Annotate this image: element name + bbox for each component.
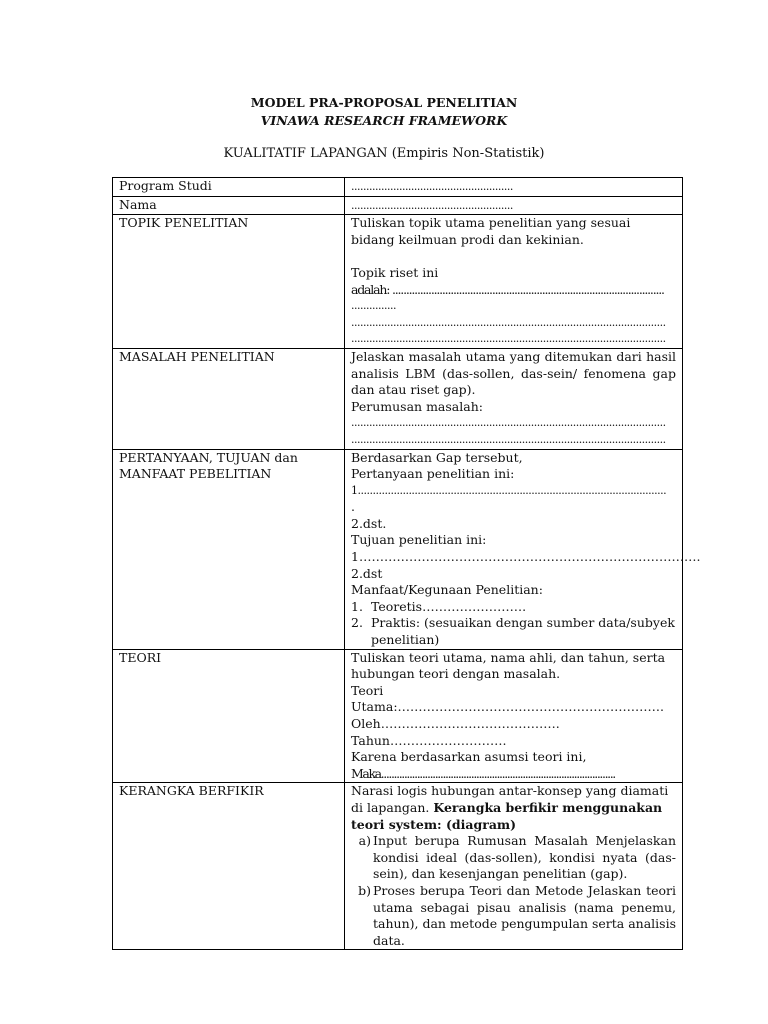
- row-kerangka: [113, 783, 683, 950]
- topik-dots-1: ...............: [351, 299, 396, 313]
- kerangka-num-b: b): [358, 882, 371, 898]
- label-kerangka: KERANGKA BERFIKIR: [113, 783, 345, 950]
- manfaat-teoretis: Teoretis…………………….: [371, 598, 527, 614]
- masalah-dots-1: .........................................................................................................: [351, 416, 666, 430]
- label-masalah: MASALAH PENELITIAN: [113, 348, 345, 449]
- teori-instruction: Tuliskan teori utama, nama ahli, dan tahun, serta hubungan teori dengan masalah.: [351, 649, 666, 682]
- label-nama: Nama: [113, 196, 345, 215]
- kerangka-list: [351, 833, 676, 949]
- field-nama[interactable]: [345, 196, 683, 215]
- label-topik: TOPIK PENELITIAN: [113, 215, 345, 349]
- tujuan-item-1: 1……………………………………………………………………….: [351, 549, 701, 565]
- row-topik: [113, 215, 683, 349]
- manfaat-num-2: 2.: [351, 615, 363, 631]
- label-teori: TEORI: [113, 649, 345, 783]
- field-teori[interactable]: [345, 649, 683, 783]
- topik-dots-2: .........................................................................................................: [351, 315, 666, 329]
- research-type: KUALITATIF LAPANGAN (Empiris Non-Statistik): [223, 146, 545, 161]
- row-pertanyaan: [113, 449, 683, 649]
- tujuan-heading: Tujuan penelitian ini:: [351, 532, 487, 548]
- masalah-dots-2: .........................................................................................................: [351, 432, 666, 446]
- masalah-perumusan: Perumusan masalah:: [351, 398, 483, 414]
- label-program-studi: Program Studi: [113, 178, 345, 197]
- document-title: MODEL PRA-PROPOSAL PENELITIAN: [250, 95, 518, 110]
- field-pertanyaan[interactable]: [345, 449, 701, 649]
- list-item: [351, 833, 676, 883]
- row-nama: [113, 196, 683, 215]
- kerangka-num-a: a): [358, 833, 371, 849]
- row-masalah: [113, 348, 683, 449]
- tujuan-item-2: 2.dst: [351, 565, 383, 581]
- label-pertanyaan-2: MANFAAT PEBELITIAN: [119, 466, 272, 482]
- kerangka-diagram-note: Kerangka berfikir menggunakan teori system: (diagram): [351, 799, 663, 832]
- manfaat-heading: Manfaat/Kegunaan Penelitian:: [351, 582, 543, 598]
- teori-utama: Teori Utama:……………………………………………………….: [351, 682, 665, 715]
- topik-dots-3: .........................................................................................................: [351, 332, 666, 346]
- pertanyaan-heading: Pertanyaan penelitian ini:: [351, 466, 515, 482]
- teori-oleh-tahun: Oleh……………………………………. Tahun……………………….: [351, 716, 560, 748]
- topik-instruction: Tuliskan topik utama penelitian yang sesuai bidang keilmuan prodi dan kekinian.: [351, 215, 631, 247]
- teori-maka: Maka...........................................................................................: [351, 765, 615, 781]
- row-program-studi: [113, 178, 683, 197]
- program-studi-value: ......................................................: [351, 180, 513, 193]
- masalah-instruction: Jelaskan masalah utama yang ditemukan dari hasil analisis LBM (das-sollen, das-sein/ fenomena gap dan atau riset gap).: [351, 348, 676, 398]
- row-teori: [113, 649, 683, 783]
- field-program-studi[interactable]: [345, 178, 683, 197]
- label-pertanyaan: [113, 449, 345, 649]
- pertanyaan-intro: Berdasarkan Gap tersebut,: [351, 449, 523, 465]
- list-item: [351, 615, 676, 648]
- pertanyaan-item-1-cont: .: [351, 499, 355, 515]
- manfaat-list: [351, 599, 676, 649]
- nama-value: ......................................................: [351, 198, 513, 212]
- topik-adalah: adalah: ..................................................................................................: [351, 281, 664, 297]
- pertanyaan-item-2: 2.dst.: [351, 515, 387, 531]
- field-masalah[interactable]: [345, 348, 683, 449]
- document-subtitle: VINAWA RESEARCH FRAMEWORK: [260, 113, 508, 128]
- proposal-form-table: [112, 177, 701, 950]
- field-kerangka[interactable]: [345, 783, 683, 950]
- pertanyaan-item-1: 1.......................................................................................................: [351, 483, 667, 497]
- label-pertanyaan-1: PERTANYAAN, TUJUAN dan: [119, 449, 298, 465]
- field-topik[interactable]: [345, 215, 683, 349]
- topik-prompt: Topik riset ini: [351, 264, 439, 280]
- kerangka-instruction: Narasi logis hubungan antar-konsep yang diamati di lapangan.: [351, 783, 669, 815]
- teori-asumsi: Karena berdasarkan asumsi teori ini,: [351, 749, 587, 765]
- manfaat-praktis: Praktis: (sesuaikan dengan sumber data/subyek penelitian): [371, 615, 675, 648]
- kerangka-input: Input berupa Rumusan Masalah Menjelaskan kondisi ideal (das-sollen), kondisi nyata (das-sein), dan kesenjangan penelitian (gap).: [373, 833, 676, 882]
- manfaat-num-1: 1.: [351, 598, 363, 614]
- kerangka-proses: Proses berupa Teori dan Metode Jelaskan teori utama sebagai pisau analisis (nama penemu, tahun), dan metode pengumpulan serta analisis data.: [373, 882, 676, 948]
- list-item: [351, 599, 676, 616]
- list-item: [351, 883, 676, 949]
